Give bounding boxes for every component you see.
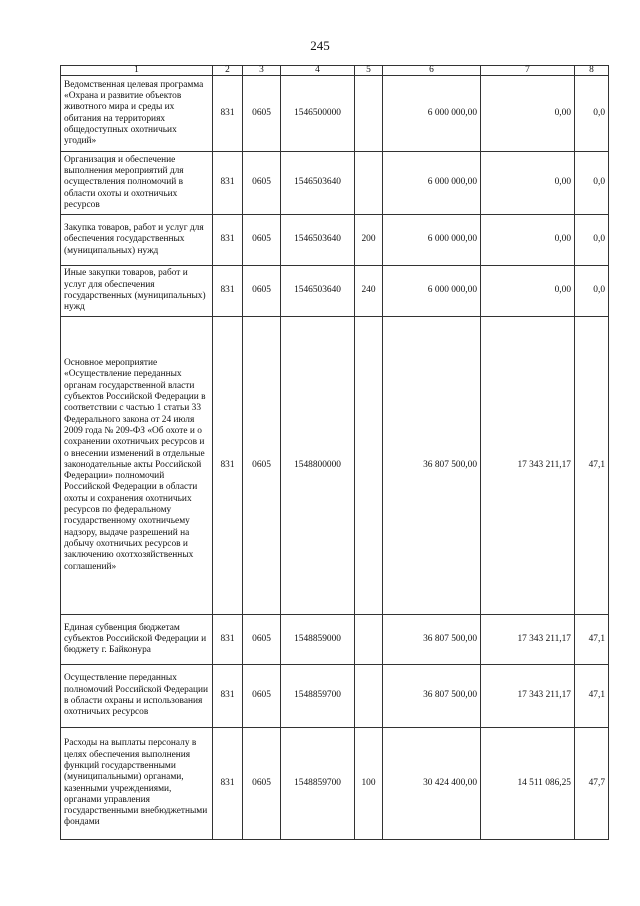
row-rz: 0605 xyxy=(243,615,281,665)
column-header: 8 xyxy=(575,66,609,76)
row-ved: 831 xyxy=(213,317,243,615)
row-csr: 1546503640 xyxy=(281,152,355,215)
row-name: Организация и обеспечение выполнения мероприятий для осуществления полномочий в области охоты и охотничьих ресурсов xyxy=(61,152,213,215)
row-rz: 0605 xyxy=(243,76,281,152)
page-number: 245 xyxy=(310,38,330,53)
row-plan: 36 807 500,00 xyxy=(383,317,481,615)
row-plan: 36 807 500,00 xyxy=(383,665,481,728)
row-fact: 17 343 211,17 xyxy=(481,665,575,728)
row-rz: 0605 xyxy=(243,665,281,728)
row-ved: 831 xyxy=(213,615,243,665)
row-plan: 36 807 500,00 xyxy=(383,615,481,665)
row-csr: 1548859700 xyxy=(281,728,355,840)
row-vr xyxy=(355,152,383,215)
row-fact: 14 511 086,25 xyxy=(481,728,575,840)
column-header: 5 xyxy=(355,66,383,76)
row-percent: 0,0 xyxy=(575,266,609,317)
row-ved: 831 xyxy=(213,266,243,317)
row-percent: 47,1 xyxy=(575,317,609,615)
table-row xyxy=(61,665,609,728)
row-rz: 0605 xyxy=(243,728,281,840)
row-fact: 0,00 xyxy=(481,152,575,215)
table-row xyxy=(61,266,609,317)
column-header: 3 xyxy=(243,66,281,76)
column-header: 2 xyxy=(213,66,243,76)
row-name: Иные закупки товаров, работ и услуг для обеспечения государственных (муниципальных) нужд xyxy=(61,266,213,317)
row-percent: 47,7 xyxy=(575,728,609,840)
column-header: 6 xyxy=(383,66,481,76)
row-vr: 240 xyxy=(355,266,383,317)
row-fact: 0,00 xyxy=(481,215,575,266)
row-csr: 1546503640 xyxy=(281,215,355,266)
row-name: Единая субвенция бюджетам субъектов Российской Федерации и бюджету г. Байконура xyxy=(61,615,213,665)
row-name: Расходы на выплаты персоналу в целях обеспечения выполнения функций государственными (муниципальными) органами, казенными учреждениями, органами управления государственными внебюджетными фондами xyxy=(61,728,213,840)
budget-table xyxy=(60,65,609,840)
table-row xyxy=(61,76,609,152)
row-percent: 0,0 xyxy=(575,76,609,152)
row-vr: 100 xyxy=(355,728,383,840)
row-vr xyxy=(355,615,383,665)
row-vr xyxy=(355,317,383,615)
row-plan: 30 424 400,00 xyxy=(383,728,481,840)
column-header: 4 xyxy=(281,66,355,76)
row-name: Ведомственная целевая программа «Охрана и развитие объектов животного мира и среды их обитания на территориях общедоступных охотничьих угодий» xyxy=(61,76,213,152)
row-ved: 831 xyxy=(213,152,243,215)
row-ved: 831 xyxy=(213,215,243,266)
row-rz: 0605 xyxy=(243,317,281,615)
row-rz: 0605 xyxy=(243,266,281,317)
row-plan: 6 000 000,00 xyxy=(383,215,481,266)
row-plan: 6 000 000,00 xyxy=(383,76,481,152)
row-fact: 0,00 xyxy=(481,76,575,152)
table-row xyxy=(61,152,609,215)
row-plan: 6 000 000,00 xyxy=(383,152,481,215)
row-vr xyxy=(355,665,383,728)
row-rz: 0605 xyxy=(243,152,281,215)
row-percent: 0,0 xyxy=(575,215,609,266)
row-percent: 0,0 xyxy=(575,152,609,215)
row-csr: 1546500000 xyxy=(281,76,355,152)
row-vr xyxy=(355,76,383,152)
column-header: 7 xyxy=(481,66,575,76)
row-name: Осуществление переданных полномочий Российской Федерации в области охраны и использования охотничьих ресурсов xyxy=(61,665,213,728)
row-ved: 831 xyxy=(213,665,243,728)
row-percent: 47,1 xyxy=(575,615,609,665)
row-ved: 831 xyxy=(213,728,243,840)
row-rz: 0605 xyxy=(243,215,281,266)
column-header: 1 xyxy=(61,66,213,76)
row-csr: 1546503640 xyxy=(281,266,355,317)
row-csr: 1548859000 xyxy=(281,615,355,665)
row-plan: 6 000 000,00 xyxy=(383,266,481,317)
row-name: Закупка товаров, работ и услуг для обеспечения государственных (муниципальных) нужд xyxy=(61,215,213,266)
row-fact: 17 343 211,17 xyxy=(481,317,575,615)
row-vr: 200 xyxy=(355,215,383,266)
table-row xyxy=(61,728,609,840)
table-row xyxy=(61,215,609,266)
table-row xyxy=(61,317,609,615)
row-ved: 831 xyxy=(213,76,243,152)
table-row xyxy=(61,615,609,665)
row-percent: 47,1 xyxy=(575,665,609,728)
row-csr: 1548859700 xyxy=(281,665,355,728)
row-csr: 1548800000 xyxy=(281,317,355,615)
row-fact: 0,00 xyxy=(481,266,575,317)
row-name: Основное мероприятие «Осуществление переданных органам государственной власти субъектов Российской Федерации в соответствии с частью 1 статьи 33 Федерального закона от 24 июля 2009 года № 209-ФЗ «Об охоте и о сохранении охотничьих ресурсов и о внесении изменений в отдельные законодательные акты Российской Федерации» полномочий Российской Федерации в области охоты и сохранения охотничьих ресурсов по федеральному государственному охотничьему надзору, выдаче разрешений на добычу охотничьих ресурсов и заключению охотхозяйственных соглашений» xyxy=(61,317,213,615)
header-row xyxy=(61,66,609,76)
row-fact: 17 343 211,17 xyxy=(481,615,575,665)
